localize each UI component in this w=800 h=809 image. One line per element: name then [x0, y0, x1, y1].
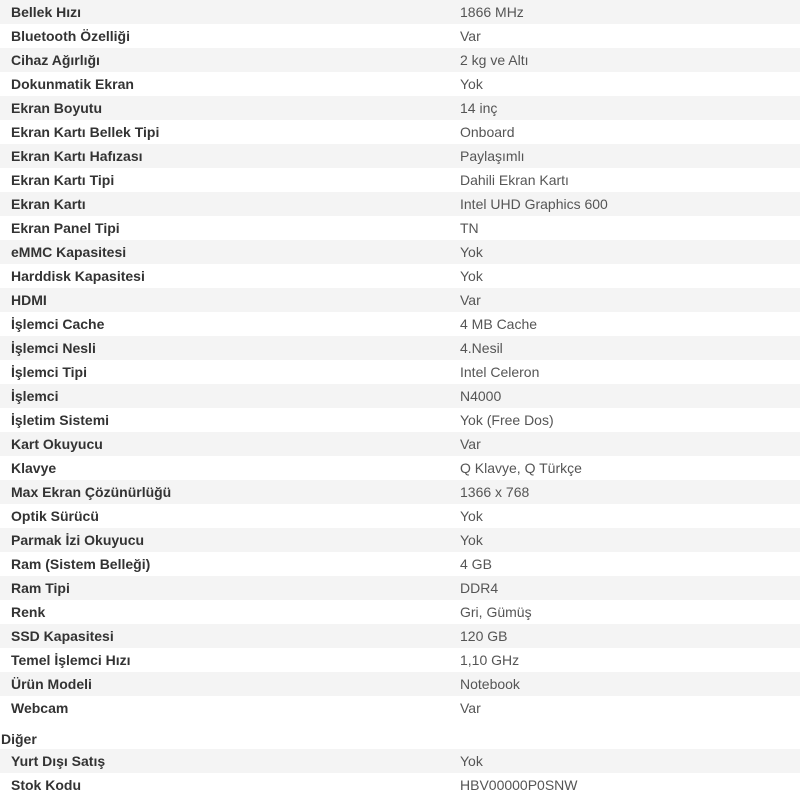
spec-row [0, 360, 800, 384]
spec-label: Ram (Sistem Belleği) [0, 552, 460, 576]
spec-value: Var [460, 432, 800, 456]
spec-row [0, 72, 800, 96]
spec-value: HBV00000P0SNW [460, 773, 800, 797]
spec-value: Var [460, 696, 800, 720]
spec-value: Gri, Gümüş [460, 600, 800, 624]
spec-label: Max Ekran Çözünürlüğü [0, 480, 460, 504]
spec-row [0, 672, 800, 696]
spec-label: Klavye [0, 456, 460, 480]
spec-label: Optik Sürücü [0, 504, 460, 528]
spec-label: Ekran Boyutu [0, 96, 460, 120]
spec-value: DDR4 [460, 576, 800, 600]
spec-value: 4 GB [460, 552, 800, 576]
spec-value: Yok [460, 749, 800, 773]
spec-row [0, 96, 800, 120]
spec-label: Kart Okuyucu [0, 432, 460, 456]
spec-label: İşlemci Cache [0, 312, 460, 336]
spec-row [0, 648, 800, 672]
spec-row [0, 240, 800, 264]
spec-row [0, 168, 800, 192]
spec-label: Cihaz Ağırlığı [0, 48, 460, 72]
spec-row [0, 336, 800, 360]
spec-row [0, 576, 800, 600]
spec-label: Bluetooth Özelliği [0, 24, 460, 48]
spec-label: İşlemci Nesli [0, 336, 460, 360]
spec-label: Stok Kodu [0, 773, 460, 797]
spec-row [0, 24, 800, 48]
spec-row [0, 624, 800, 648]
spec-label: Ekran Kartı [0, 192, 460, 216]
spec-row [0, 480, 800, 504]
spec-row [0, 696, 800, 720]
spec-row [0, 0, 800, 24]
spec-value: 1866 MHz [460, 0, 800, 24]
spec-value: Intel Celeron [460, 360, 800, 384]
spec-label: İşletim Sistemi [0, 408, 460, 432]
section-title-other: Diğer [1, 731, 37, 747]
spec-label: Ürün Modeli [0, 672, 460, 696]
spec-value: Yok [460, 528, 800, 552]
other-spec-table [0, 749, 800, 797]
spec-value: Yok [460, 264, 800, 288]
spec-value: Paylaşımlı [460, 144, 800, 168]
spec-row [0, 749, 800, 773]
spec-value: Yok [460, 72, 800, 96]
spec-label: Ekran Kartı Tipi [0, 168, 460, 192]
spec-value: N4000 [460, 384, 800, 408]
spec-label: Temel İşlemci Hızı [0, 648, 460, 672]
spec-value: 1366 x 768 [460, 480, 800, 504]
spec-value: 4.Nesil [460, 336, 800, 360]
spec-value: Q Klavye, Q Türkçe [460, 456, 800, 480]
spec-row [0, 528, 800, 552]
spec-row [0, 552, 800, 576]
spec-row [0, 216, 800, 240]
spec-row [0, 773, 800, 797]
spec-value: Yok [460, 240, 800, 264]
spec-value: Var [460, 24, 800, 48]
spec-row [0, 312, 800, 336]
spec-label: Bellek Hızı [0, 0, 460, 24]
spec-row [0, 456, 800, 480]
spec-label: Ram Tipi [0, 576, 460, 600]
spec-label: Ekran Panel Tipi [0, 216, 460, 240]
spec-value: TN [460, 216, 800, 240]
spec-value: 4 MB Cache [460, 312, 800, 336]
spec-value: Yok [460, 504, 800, 528]
spec-label: Ekran Kartı Hafızası [0, 144, 460, 168]
spec-label: SSD Kapasitesi [0, 624, 460, 648]
spec-label: Ekran Kartı Bellek Tipi [0, 120, 460, 144]
other-table-body [0, 749, 800, 797]
spec-row [0, 192, 800, 216]
spec-label: Renk [0, 600, 460, 624]
spec-value: 120 GB [460, 624, 800, 648]
spec-row [0, 432, 800, 456]
spec-label: İşlemci [0, 384, 460, 408]
spec-row [0, 408, 800, 432]
spec-label: Dokunmatik Ekran [0, 72, 460, 96]
spec-row [0, 120, 800, 144]
spec-value: Notebook [460, 672, 800, 696]
spec-value: Var [460, 288, 800, 312]
spec-label: İşlemci Tipi [0, 360, 460, 384]
spec-row [0, 264, 800, 288]
spec-value: Dahili Ekran Kartı [460, 168, 800, 192]
spec-label: Yurt Dışı Satış [0, 749, 460, 773]
spec-row [0, 504, 800, 528]
spec-value: 2 kg ve Altı [460, 48, 800, 72]
spec-row [0, 600, 800, 624]
spec-value: 1,10 GHz [460, 648, 800, 672]
spec-label: Webcam [0, 696, 460, 720]
spec-row [0, 384, 800, 408]
spec-label: HDMI [0, 288, 460, 312]
spec-label: Parmak İzi Okuyucu [0, 528, 460, 552]
spec-label: Harddisk Kapasitesi [0, 264, 460, 288]
spec-row [0, 48, 800, 72]
spec-row [0, 144, 800, 168]
spec-value: Yok (Free Dos) [460, 408, 800, 432]
spec-value: 14 inç [460, 96, 800, 120]
spec-value: Onboard [460, 120, 800, 144]
spec-label: eMMC Kapasitesi [0, 240, 460, 264]
spec-value: Intel UHD Graphics 600 [460, 192, 800, 216]
spec-row [0, 288, 800, 312]
